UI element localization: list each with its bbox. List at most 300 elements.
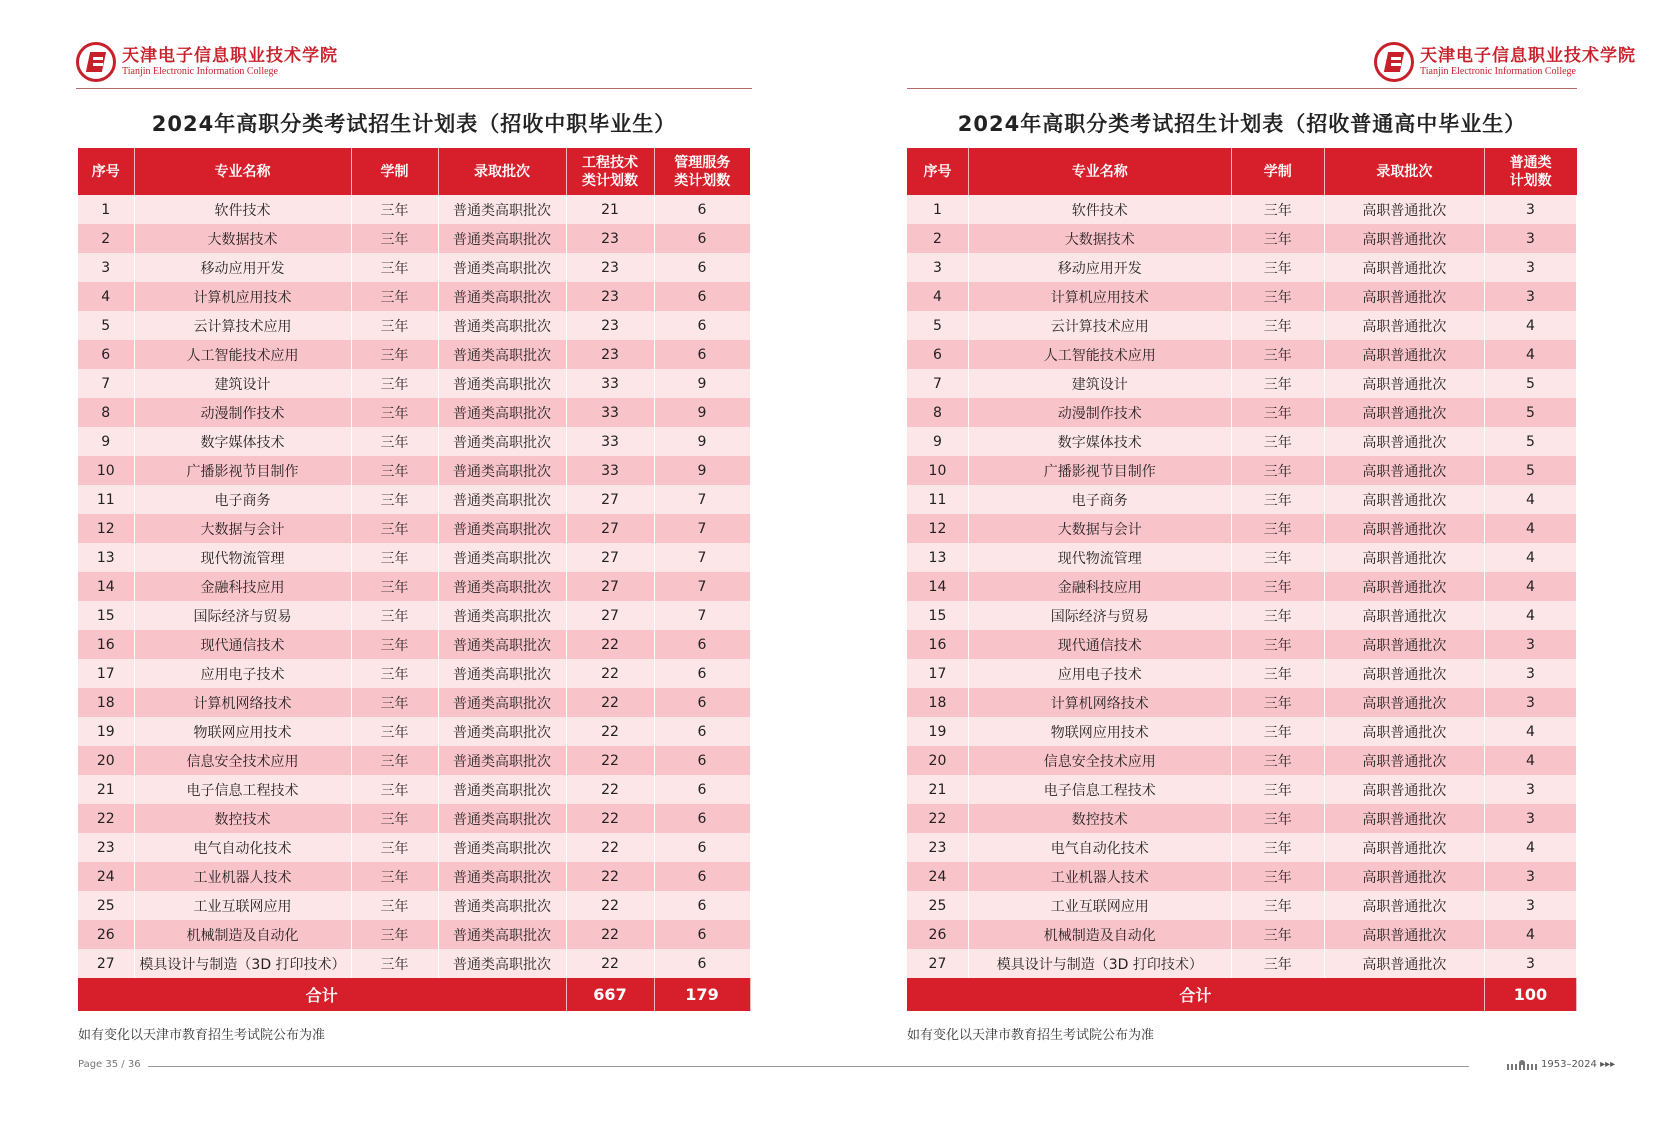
table-cell: 普通类高职批次 — [438, 485, 566, 514]
college-emblem-icon — [76, 42, 116, 82]
table-cell: 三年 — [1231, 717, 1324, 746]
table-cell: 22 — [566, 775, 654, 804]
table-cell: 国际经济与贸易 — [134, 601, 351, 630]
table-cell: 计算机网络技术 — [968, 688, 1231, 717]
table-cell: 12 — [78, 514, 134, 543]
table-cell: 国际经济与贸易 — [968, 601, 1231, 630]
table-cell: 现代通信技术 — [134, 630, 351, 659]
table-row — [78, 282, 750, 311]
total-label: 合计 — [78, 978, 566, 1011]
table-cell: 2 — [78, 224, 134, 253]
table-cell: 移动应用开发 — [134, 253, 351, 282]
table-cell: 6 — [654, 775, 750, 804]
table-cell: 三年 — [1231, 688, 1324, 717]
table-cell: 大数据与会计 — [134, 514, 351, 543]
table-cell: 模具设计与制造（3D 打印技术） — [134, 949, 351, 978]
table-cell: 6 — [78, 340, 134, 369]
column-header: 序号 — [78, 148, 134, 195]
table-cell: 高职普通批次 — [1324, 601, 1484, 630]
table-cell: 三年 — [351, 340, 438, 369]
table-cell: 普通类高职批次 — [438, 340, 566, 369]
table-row — [78, 775, 750, 804]
table-cell: 19 — [907, 717, 968, 746]
table-cell: 高职普通批次 — [1324, 949, 1484, 978]
table-cell: 22 — [566, 804, 654, 833]
table-cell: 4 — [1484, 746, 1576, 775]
footnote: 如有变化以天津市教育招生考试院公布为准 — [907, 1028, 1155, 1043]
table-cell: 4 — [1484, 485, 1576, 514]
table-cell: 三年 — [1231, 195, 1324, 224]
table-row — [907, 746, 1577, 775]
table-cell: 21 — [907, 775, 968, 804]
table-cell: 3 — [1484, 630, 1576, 659]
table-cell: 高职普通批次 — [1324, 572, 1484, 601]
table-cell: 22 — [566, 630, 654, 659]
table-cell: 3 — [1484, 253, 1576, 282]
table-cell: 23 — [566, 340, 654, 369]
table-cell: 三年 — [351, 224, 438, 253]
table-cell: 三年 — [351, 688, 438, 717]
table-cell: 4 — [1484, 601, 1576, 630]
table-cell: 普通类高职批次 — [438, 224, 566, 253]
table-cell: 云计算技术应用 — [134, 311, 351, 340]
footer-divider — [148, 1066, 827, 1067]
table-cell: 三年 — [1231, 340, 1324, 369]
table-cell: 现代物流管理 — [134, 543, 351, 572]
table-cell: 6 — [654, 920, 750, 949]
table-cell: 三年 — [351, 804, 438, 833]
plan-table-highschool — [907, 148, 1577, 1011]
table-cell: 23 — [566, 253, 654, 282]
table-cell: 移动应用开发 — [968, 253, 1231, 282]
table-cell: 普通类高职批次 — [438, 746, 566, 775]
table-cell: 高职普通批次 — [1324, 514, 1484, 543]
table-cell: 22 — [566, 659, 654, 688]
table-row — [78, 891, 750, 920]
table-row — [907, 833, 1577, 862]
table-cell: 33 — [566, 398, 654, 427]
table-cell: 普通类高职批次 — [438, 282, 566, 311]
table-cell: 7 — [654, 485, 750, 514]
table-cell: 工业互联网应用 — [134, 891, 351, 920]
table-cell: 物联网应用技术 — [968, 717, 1231, 746]
table-cell: 7 — [654, 601, 750, 630]
table-cell: 3 — [1484, 195, 1576, 224]
table-cell: 三年 — [351, 920, 438, 949]
column-header — [654, 148, 750, 195]
table-cell: 三年 — [1231, 572, 1324, 601]
table-cell: 三年 — [351, 253, 438, 282]
table-cell: 7 — [654, 514, 750, 543]
header-line: 普通类 — [1509, 154, 1552, 171]
table-cell: 5 — [78, 311, 134, 340]
years-label: 1953–2024 ▸▸▸ — [1541, 1059, 1616, 1070]
table-cell: 5 — [1484, 398, 1576, 427]
column-header: 学制 — [351, 148, 438, 195]
header-line: 计划数 — [1509, 172, 1552, 189]
column-header: 录取批次 — [1324, 148, 1484, 195]
table-cell: 高职普通批次 — [1324, 282, 1484, 311]
table-cell: 8 — [907, 398, 968, 427]
table-row — [907, 369, 1577, 398]
table-row — [78, 427, 750, 456]
table-cell: 高职普通批次 — [1324, 891, 1484, 920]
table-cell: 普通类高职批次 — [438, 833, 566, 862]
table-cell: 高职普通批次 — [1324, 688, 1484, 717]
total-general: 100 — [1484, 978, 1576, 1011]
table-cell: 高职普通批次 — [1324, 398, 1484, 427]
table-cell: 高职普通批次 — [1324, 630, 1484, 659]
table-cell: 23 — [78, 833, 134, 862]
table-cell: 4 — [1484, 572, 1576, 601]
table-row — [907, 630, 1577, 659]
table-cell: 计算机应用技术 — [968, 282, 1231, 311]
table-cell: 普通类高职批次 — [438, 456, 566, 485]
table-cell: 5 — [907, 311, 968, 340]
table-cell: 3 — [1484, 862, 1576, 891]
table-cell: 金融科技应用 — [134, 572, 351, 601]
table-row — [78, 514, 750, 543]
table-cell: 三年 — [351, 398, 438, 427]
college-emblem-icon — [1374, 42, 1414, 82]
table-cell: 高职普通批次 — [1324, 833, 1484, 862]
column-header: 录取批次 — [438, 148, 566, 195]
table-cell: 三年 — [1231, 485, 1324, 514]
table-cell: 普通类高职批次 — [438, 398, 566, 427]
table-cell: 普通类高职批次 — [438, 311, 566, 340]
table-cell: 三年 — [1231, 456, 1324, 485]
table-cell: 三年 — [351, 572, 438, 601]
table-cell: 三年 — [351, 195, 438, 224]
table-cell: 三年 — [1231, 949, 1324, 978]
table-row — [907, 311, 1577, 340]
table-cell: 三年 — [1231, 427, 1324, 456]
table-cell: 高职普通批次 — [1324, 195, 1484, 224]
total-management: 179 — [654, 978, 750, 1011]
table-cell: 6 — [654, 282, 750, 311]
table-cell: 普通类高职批次 — [438, 804, 566, 833]
total-engineering: 667 — [566, 978, 654, 1011]
table-cell: 机械制造及自动化 — [134, 920, 351, 949]
table-cell: 电子信息工程技术 — [134, 775, 351, 804]
table-cell: 6 — [654, 891, 750, 920]
table-cell: 7 — [654, 572, 750, 601]
table-cell: 5 — [1484, 369, 1576, 398]
table-cell: 9 — [78, 427, 134, 456]
table-cell: 电子信息工程技术 — [968, 775, 1231, 804]
table-cell: 27 — [566, 601, 654, 630]
table-cell: 金融科技应用 — [968, 572, 1231, 601]
table-cell: 高职普通批次 — [1324, 717, 1484, 746]
building-icon — [1507, 1060, 1537, 1070]
table-row — [78, 862, 750, 891]
table-cell: 电子商务 — [968, 485, 1231, 514]
table-cell: 33 — [566, 456, 654, 485]
table-cell: 4 — [907, 282, 968, 311]
table-cell: 27 — [566, 572, 654, 601]
table-cell: 模具设计与制造（3D 打印技术） — [968, 949, 1231, 978]
table-cell: 6 — [654, 949, 750, 978]
table-cell: 2 — [907, 224, 968, 253]
table-cell: 普通类高职批次 — [438, 601, 566, 630]
column-header: 序号 — [907, 148, 968, 195]
table-cell: 22 — [566, 717, 654, 746]
table-cell: 应用电子技术 — [134, 659, 351, 688]
table-cell: 9 — [654, 427, 750, 456]
table-cell: 21 — [78, 775, 134, 804]
table-cell: 23 — [566, 311, 654, 340]
table-cell: 高职普通批次 — [1324, 862, 1484, 891]
table-cell: 7 — [78, 369, 134, 398]
table-cell: 11 — [78, 485, 134, 514]
table-cell: 工业机器人技术 — [134, 862, 351, 891]
table-row — [907, 775, 1577, 804]
table-cell: 计算机应用技术 — [134, 282, 351, 311]
table-row — [907, 688, 1577, 717]
table-cell: 高职普通批次 — [1324, 340, 1484, 369]
table-row — [907, 659, 1577, 688]
table-cell: 三年 — [1231, 224, 1324, 253]
table-row — [907, 862, 1577, 891]
table-row — [78, 340, 750, 369]
table-row — [78, 224, 750, 253]
column-header: 专业名称 — [134, 148, 351, 195]
logo-chinese-name: 天津电子信息职业技术学院 — [1420, 46, 1636, 66]
table-cell: 普通类高职批次 — [438, 630, 566, 659]
table-header-row — [907, 148, 1577, 195]
table-row — [78, 717, 750, 746]
table-cell: 14 — [78, 572, 134, 601]
table-row — [907, 340, 1577, 369]
table-row — [907, 891, 1577, 920]
table-cell: 4 — [1484, 311, 1576, 340]
table-cell: 应用电子技术 — [968, 659, 1231, 688]
table-cell: 4 — [1484, 920, 1576, 949]
table-cell: 三年 — [1231, 891, 1324, 920]
table-cell: 9 — [654, 398, 750, 427]
table-cell: 三年 — [1231, 862, 1324, 891]
table-cell: 三年 — [351, 427, 438, 456]
table-cell: 计算机网络技术 — [134, 688, 351, 717]
table-cell: 3 — [1484, 775, 1576, 804]
table-cell: 6 — [654, 862, 750, 891]
table-cell: 高职普通批次 — [1324, 369, 1484, 398]
table-cell: 三年 — [351, 775, 438, 804]
table-cell: 9 — [654, 369, 750, 398]
table-cell: 三年 — [1231, 630, 1324, 659]
table-cell: 普通类高职批次 — [438, 862, 566, 891]
table-cell: 7 — [907, 369, 968, 398]
table-cell: 16 — [78, 630, 134, 659]
table-row — [78, 688, 750, 717]
table-cell: 3 — [907, 253, 968, 282]
total-row — [907, 978, 1577, 1011]
table-cell: 33 — [566, 427, 654, 456]
table-row — [907, 195, 1577, 224]
table-cell: 6 — [654, 659, 750, 688]
table-row — [907, 949, 1577, 978]
table-cell: 25 — [907, 891, 968, 920]
table-row — [78, 804, 750, 833]
table-cell: 3 — [1484, 804, 1576, 833]
table-cell: 大数据技术 — [134, 224, 351, 253]
table-cell: 22 — [566, 746, 654, 775]
table-cell: 三年 — [351, 746, 438, 775]
college-logo — [76, 42, 338, 82]
table-cell: 三年 — [1231, 282, 1324, 311]
table-cell: 高职普通批次 — [1324, 746, 1484, 775]
table-cell: 三年 — [351, 543, 438, 572]
table-row — [78, 746, 750, 775]
footer-divider — [827, 1066, 1469, 1067]
table-row — [907, 804, 1577, 833]
table-cell: 24 — [907, 862, 968, 891]
table-cell: 22 — [78, 804, 134, 833]
table-cell: 20 — [78, 746, 134, 775]
table-row — [907, 920, 1577, 949]
table-cell: 8 — [78, 398, 134, 427]
table-cell: 21 — [566, 195, 654, 224]
table-cell: 6 — [654, 746, 750, 775]
table-cell: 三年 — [351, 456, 438, 485]
table-cell: 三年 — [351, 717, 438, 746]
header-line: 类计划数 — [582, 172, 638, 189]
table-cell: 普通类高职批次 — [438, 514, 566, 543]
table-cell: 3 — [1484, 949, 1576, 978]
table-cell: 电子商务 — [134, 485, 351, 514]
table-cell: 22 — [566, 891, 654, 920]
table-cell: 数控技术 — [134, 804, 351, 833]
table-row — [78, 601, 750, 630]
plan-table-vocational — [78, 148, 751, 1011]
table-row — [78, 572, 750, 601]
column-header: 学制 — [1231, 148, 1324, 195]
table-cell: 三年 — [1231, 311, 1324, 340]
table-cell: 4 — [1484, 543, 1576, 572]
table-cell: 25 — [78, 891, 134, 920]
table-cell: 3 — [78, 253, 134, 282]
column-header: 专业名称 — [968, 148, 1231, 195]
college-logo — [1374, 42, 1636, 82]
table-cell: 9 — [654, 456, 750, 485]
table-cell: 云计算技术应用 — [968, 311, 1231, 340]
table-row — [907, 282, 1577, 311]
table-cell: 三年 — [1231, 601, 1324, 630]
table-cell: 三年 — [351, 514, 438, 543]
header-line: 工程技术 — [582, 154, 638, 171]
table-cell: 3 — [1484, 659, 1576, 688]
table-cell: 三年 — [1231, 253, 1324, 282]
table-row — [78, 920, 750, 949]
table-cell: 13 — [78, 543, 134, 572]
total-label: 合计 — [907, 978, 1484, 1011]
table-cell: 1 — [907, 195, 968, 224]
table-cell: 软件技术 — [968, 195, 1231, 224]
table-cell: 3 — [1484, 891, 1576, 920]
table-cell: 工业互联网应用 — [968, 891, 1231, 920]
table-cell: 普通类高职批次 — [438, 369, 566, 398]
table-cell: 物联网应用技术 — [134, 717, 351, 746]
table-cell: 三年 — [1231, 775, 1324, 804]
table-cell: 电气自动化技术 — [134, 833, 351, 862]
table-row — [78, 949, 750, 978]
table-cell: 13 — [907, 543, 968, 572]
table-cell: 三年 — [1231, 543, 1324, 572]
table-cell: 建筑设计 — [134, 369, 351, 398]
table-cell: 高职普通批次 — [1324, 485, 1484, 514]
table-cell: 15 — [907, 601, 968, 630]
table-cell: 三年 — [1231, 804, 1324, 833]
table-cell: 三年 — [351, 630, 438, 659]
table-cell: 高职普通批次 — [1324, 804, 1484, 833]
table-cell: 动漫制作技术 — [134, 398, 351, 427]
table-row — [78, 485, 750, 514]
table-cell: 14 — [907, 572, 968, 601]
table-cell: 33 — [566, 369, 654, 398]
table-cell: 三年 — [351, 891, 438, 920]
table-cell: 4 — [1484, 833, 1576, 862]
table-cell: 建筑设计 — [968, 369, 1231, 398]
table-cell: 信息安全技术应用 — [134, 746, 351, 775]
table-cell: 10 — [907, 456, 968, 485]
table-row — [78, 630, 750, 659]
table-cell: 3 — [1484, 282, 1576, 311]
table-cell: 3 — [1484, 688, 1576, 717]
table-cell: 27 — [566, 514, 654, 543]
table-cell: 普通类高职批次 — [438, 572, 566, 601]
table-row — [907, 456, 1577, 485]
table-row — [907, 427, 1577, 456]
logo-english-name: Tianjin Electronic Information College — [122, 66, 278, 77]
table-cell: 现代通信技术 — [968, 630, 1231, 659]
table-row — [78, 543, 750, 572]
table-cell: 6 — [654, 688, 750, 717]
page-title: 2024年高职分类考试招生计划表（招收中职毕业生） — [151, 112, 677, 136]
right-page — [827, 0, 1654, 1122]
table-cell: 27 — [78, 949, 134, 978]
table-cell: 普通类高职批次 — [438, 195, 566, 224]
column-header — [1484, 148, 1576, 195]
table-cell: 6 — [654, 833, 750, 862]
header-line: 类计划数 — [674, 172, 731, 189]
header-divider — [76, 88, 752, 89]
table-cell: 大数据与会计 — [968, 514, 1231, 543]
table-cell: 18 — [78, 688, 134, 717]
table-cell: 高职普通批次 — [1324, 920, 1484, 949]
table-cell: 6 — [654, 224, 750, 253]
table-cell: 6 — [654, 340, 750, 369]
table-cell: 普通类高职批次 — [438, 427, 566, 456]
total-row — [78, 978, 750, 1011]
table-cell: 20 — [907, 746, 968, 775]
table-cell: 22 — [566, 862, 654, 891]
table-cell: 三年 — [351, 485, 438, 514]
table-row — [78, 253, 750, 282]
table-cell: 三年 — [1231, 369, 1324, 398]
table-cell: 17 — [78, 659, 134, 688]
table-cell: 高职普通批次 — [1324, 224, 1484, 253]
table-cell: 27 — [566, 543, 654, 572]
table-cell: 工业机器人技术 — [968, 862, 1231, 891]
table-cell: 5 — [1484, 456, 1576, 485]
table-row — [907, 514, 1577, 543]
table-row — [907, 224, 1577, 253]
table-cell: 数控技术 — [968, 804, 1231, 833]
table-cell: 三年 — [351, 601, 438, 630]
table-cell: 6 — [654, 804, 750, 833]
table-cell: 26 — [907, 920, 968, 949]
table-row — [78, 833, 750, 862]
